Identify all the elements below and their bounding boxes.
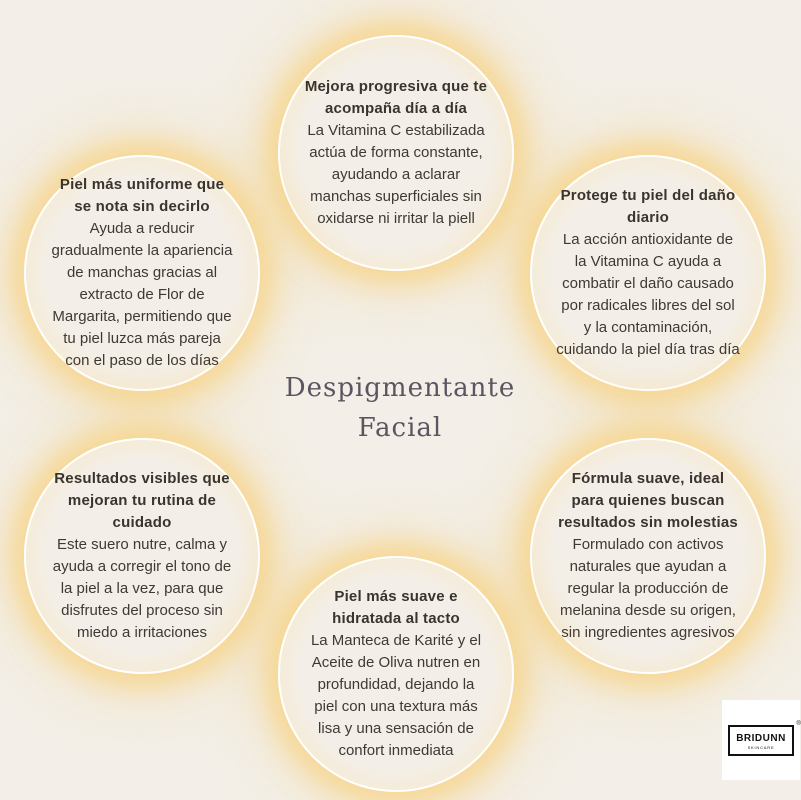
product-title [250, 368, 550, 448]
brand-logo-box [728, 720, 801, 756]
benefit-title: Piel más suave e hidratada al tacto [332, 588, 460, 627]
benefit-text: Formulado con activos naturales que ayudan a regular la producción de melanina desde su origen, sin ingredientes agresivos [560, 536, 736, 641]
brand-logo [722, 700, 800, 780]
benefit-title: Piel más uniforme que se nota sin decirlo [59, 176, 225, 215]
benefit-text: Este suero nutre, calma y ayuda a corregir el tono de la piel a la vez, para que disfrutes del proceso sin miedo a irritaciones [52, 536, 232, 641]
benefit-text: La acción antioxidante de la Vitamina C ayuda a combatir el daño causado por radicales libres del sol y la contaminación, cuidando la piel día tras día [556, 231, 740, 358]
benefit-circle-progressive [278, 35, 514, 271]
benefit-title: Protege tu piel del daño diario [560, 187, 736, 226]
benefit-circle-protect [530, 155, 766, 391]
product-title-line1: Despigmentante [284, 373, 516, 403]
benefit-circle-uniform [24, 155, 260, 391]
benefit-text: La Vitamina C estabilizada actúa de forma constante, ayudando a aclarar manchas superficiales sin oxidarse ni irritar la piell [307, 122, 485, 227]
registered-mark: ® [796, 720, 801, 727]
brand-subtitle: SKINCARE [747, 744, 775, 750]
benefit-title: Mejora progresiva que te acompaña día a día [304, 78, 488, 117]
benefit-text: La Manteca de Karité y el Aceite de Oliva nutren en profundidad, dejando la piel con una textura más lisa y una sensación de confort inmediata [310, 632, 482, 759]
benefit-title: Fórmula suave, ideal para quienes buscan resultados sin molestias [558, 470, 738, 531]
product-title-line2: Facial [357, 413, 443, 443]
benefit-circle-hydrated [278, 556, 514, 792]
benefit-circle-results [24, 438, 260, 674]
benefit-title: Resultados visibles que mejoran tu rutina de cuidado [54, 470, 230, 531]
brand-name: BRIDUNN [736, 732, 786, 744]
benefit-circle-gentle [530, 438, 766, 674]
benefit-text: Ayuda a reducir gradualmente la apariencia de manchas gracias al extracto de Flor de Margarita, permitiendo que tu piel luzca más pareja con el paso de los días [51, 220, 233, 369]
